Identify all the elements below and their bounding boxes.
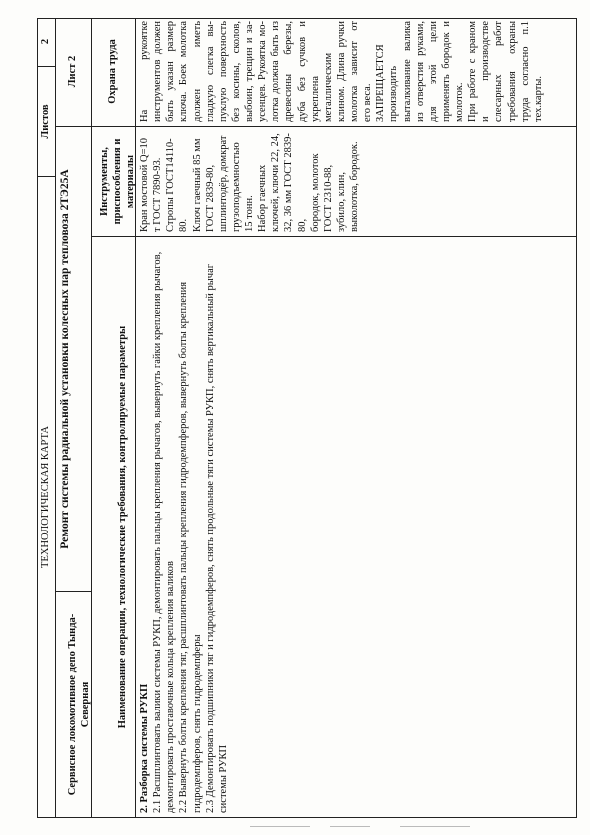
tools-column [136,127,576,237]
tool-item: Набор гаечных ключей, ключи 22, 24, 32, 36 мм ГОСТ 2839-80, [257,133,308,232]
operations-column [136,237,576,817]
tool-item: Стропы ГОСТ14110-80. [165,138,190,232]
title-row [38,19,56,817]
card-title: ТЕХНОЛОГИЧЕСКАЯ КАРТА [40,426,51,568]
operation-step: 2.3 Демонтировать подшипники тяг и гидродемпферов, снять продольные тяги системы РУКП, снять вертикальный рычаг системы РУКП [204,263,229,813]
scan-mark [400,826,470,827]
operation-step: 2.1 Расшплинтовать валики системы РУКП, демонтировать пальцы крепления рычагов, вывернуть гайки крепления рычагов, демонтировать проставочные кольца крепления валиков [152,251,177,813]
safety-paragraph: На рукоятке инструментов должен быть указан размер ключа. Боек молотка должен иметь гладкую слегка выпуклую поверхность без косины, сколов, выбоин, трещин и заусенцев. Рукоятка молотка должна быть из древесины березы, дуба без сучков и укреплена металлическим клином. Длина ручки молотка зависит от его веса. [139,21,374,122]
depot-name: Сервисное локомотивное депо Тында-Северная [67,613,92,796]
sheets-label: Листов [38,67,55,177]
tool-item: Ключ гаечный 85 мм ГОСТ 2839-80, [191,138,216,232]
tool-item: шплинтодёр, домкрат грузоподъемностью 15 тонн. [217,135,255,232]
scan-mark [330,826,370,827]
header-row [56,19,92,817]
tool-item: бородок, молоток ГОСТ 2310-88, [309,153,334,232]
safety-paragraph: ЗАПРЕЩАЕТСЯ производить выталкивание валика из отверстия руками, для этой цели применять бородок и молоток. [375,21,465,122]
operation-section-title: 2. Разборка системы РУКП [139,683,150,813]
scan-mark [250,826,310,827]
tool-item: зубило, клин, выколотка, бородок. [335,141,360,232]
column-header-row [92,19,136,817]
tool-item: Кран мостовой Q=10 т ГОСТ 7890-93. [139,137,164,232]
technological-card-sheet [37,18,577,818]
safety-column [136,17,576,127]
tools-header: Инструменты, приспособления и материалы [92,127,135,237]
operation-step: 2.2 Вывернуть болты крепления тяг, расшплинтовать пальцы крепления гидродемпферов, вывернуть болты крепления гидродемпферов, снять гидродемпферы [178,281,203,813]
sheet-number: Лист 2 [56,17,91,127]
repair-title: Ремонт системы радиальной установки колесных пар тепловоза 2ТЭ25А [56,127,91,592]
safety-paragraph: При работе с краном и производстве слесарных работ требования охраны труда согласно п.1 тех.карты. [467,21,544,122]
safety-header: Охрана труда [92,17,135,127]
operations-header: Наименование операции, технологические требования, контролируемые параметры [117,325,128,729]
table-body [136,19,576,817]
sheets-count: 2 [38,17,55,67]
